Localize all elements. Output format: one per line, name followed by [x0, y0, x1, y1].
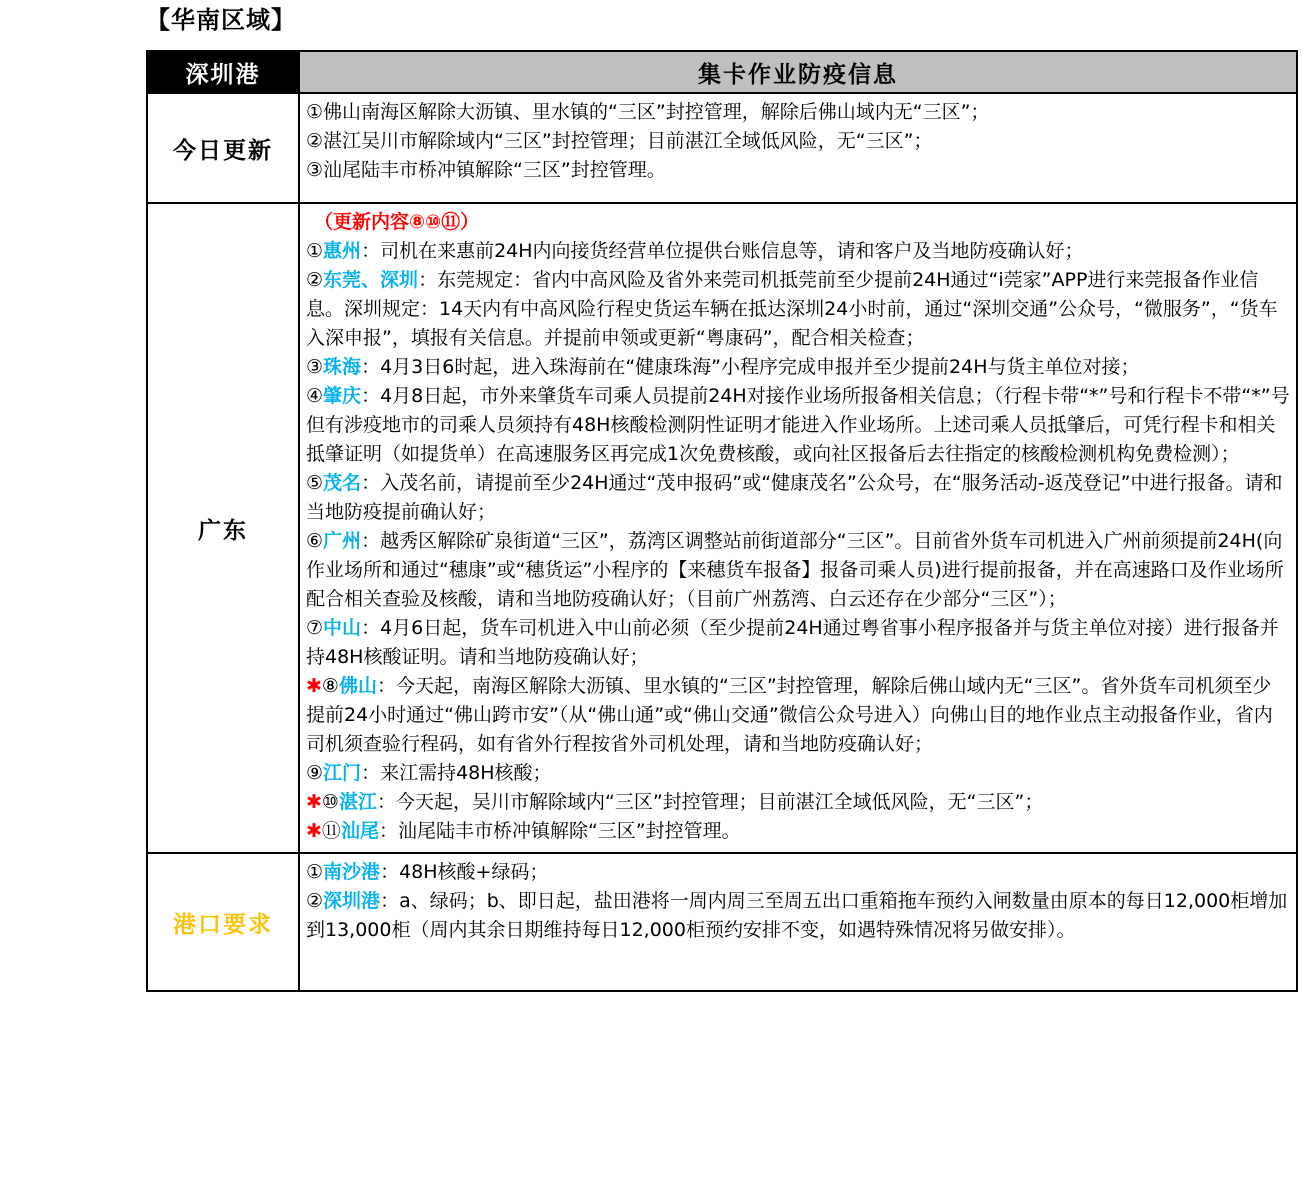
city-name: 茂名: [323, 472, 362, 494]
port-item: [306, 887, 1290, 945]
header-port: 深圳港: [147, 51, 299, 93]
guangdong-row: [147, 203, 1297, 853]
item-text: ：48H核酸+绿码；: [380, 861, 549, 883]
guangdong-content: [299, 203, 1297, 853]
today-update-label: 今日更新: [147, 93, 299, 203]
guangdong-item: [306, 817, 1290, 846]
item-text: ：汕尾陆丰市桥冲镇解除“三区”封控管理。: [378, 820, 741, 842]
item-number: ⑨: [306, 762, 324, 784]
table-header-row: [147, 51, 1297, 93]
item-text: ：今天起，南海区解除大沥镇、里水镇的“三区”封控管理，解除后佛山域内无“三区”。省外货车司机须至少提前24小时通过“佛山跨市安”（从“佛山通”或“佛山交通”微信公众号进入）向佛山目的地作业点主动报备作业，省内司机须查验行程码，如有省外行程按省外司机处理，请和当地防疫确认好；: [306, 675, 1273, 755]
port-name: 南沙港: [323, 861, 381, 883]
guangdong-item: [306, 672, 1290, 759]
item-text: ：越秀区解除矿泉街道“三区”，荔湾区调整站前街道部分“三区”。目前省外货车司机进入广州前须提前24H(向作业场所和通过“穗康”或“穗货运”小程序的【来穗货车报备】报备司乘人员)进行提前报备，并在高速路口及作业场所配合相关查验及核酸，请和当地防疫确认好；（目前广州荔湾、白云还存在少部分“三区”）；: [306, 530, 1284, 610]
region-title: 【华南区域】: [146, 6, 296, 34]
guangdong-item: [306, 266, 1290, 353]
city-name: 湛江: [338, 791, 377, 813]
city-name: 汕尾: [340, 820, 379, 842]
guangdong-label: 广东: [147, 203, 299, 853]
guangdong-items: [306, 237, 1290, 846]
item-number: ②: [306, 269, 324, 291]
guangdong-item: [306, 469, 1290, 527]
star-icon: ✱: [306, 675, 322, 697]
item-text: ：司机在来惠前24H内向接货经营单位提供台账信息等，请和客户及当地防疫确认好；: [361, 240, 1084, 262]
item-number: ④: [306, 385, 324, 407]
today-line: ③汕尾陆丰市桥冲镇解除“三区”封控管理。: [306, 159, 666, 181]
city-name: 中山: [323, 617, 362, 639]
item-number: ②: [306, 890, 324, 912]
item-number: ①: [306, 861, 324, 883]
item-text: ：来江需持48H核酸；: [361, 762, 552, 784]
city-name: 肇庆: [323, 385, 362, 407]
item-text: ：4月3日6时起，进入珠海前在“健康珠海”小程序完成申报并至少提前24H与货主单位对接；: [361, 356, 1140, 378]
item-text: ：a、绿码；b、即日起，盐田港将一周内周三至周五出口重箱拖车预约入闸数量由原本的每日12,000柜增加到13,000柜（周内其余日期维持每日12,000柜预约安排不变，如遇特殊情况将另做安排）。: [306, 890, 1288, 941]
item-text: ：东莞规定：省内中高风险及省外来莞司机抵莞前至少提前24H通过“i莞家”APP进行来莞报备作业信息。深圳规定：14天内有中高风险行程史货运车辆在抵达深圳24小时前，通过“深圳交通”公众号，“微服务”，“货车入深申报”，填报有关信息。并提前申领或更新“粤康码”，配合相关检查；: [306, 269, 1278, 349]
item-number: ⑧: [321, 675, 339, 697]
item-text: ：4月6日起，货车司机进入中山前必须（至少提前24H通过粤省事小程序报备并与货主单位对接）进行报备并持48H核酸证明。请和当地防疫确认好；: [306, 617, 1279, 668]
star-icon: ✱: [306, 820, 322, 842]
port-items: [306, 858, 1290, 945]
item-text: ：4月8日起，市外来肇货车司乘人员提前24H对接作业场所报备相关信息；（行程卡带“*”号和行程卡不带“*”号但有涉疫地市的司乘人员须持有48H核酸检测阴性证明才能进入作业场所。上述司乘人员抵肇后，可凭行程卡和相关抵肇证明（如提货单）在高速服务区再完成1次免费核酸，或向社区报备后去往指定的核酸检测机构免费检测）；: [306, 385, 1290, 465]
guangdong-item: [306, 527, 1290, 614]
header-info: 集卡作业防疫信息: [299, 51, 1297, 93]
port-item: [306, 858, 1290, 887]
port-requirement-content: [299, 853, 1297, 991]
star-icon: ✱: [306, 791, 322, 813]
today-update-row: [147, 93, 1297, 203]
item-number: ⑦: [306, 617, 324, 639]
guangdong-item: [306, 353, 1290, 382]
guangdong-item: [306, 382, 1290, 469]
item-text: ：今天起，吴川市解除域内“三区”封控管理；目前湛江全域低风险，无“三区”；: [376, 791, 1044, 813]
guangdong-item: [306, 759, 1290, 788]
port-requirement-row: [147, 853, 1297, 991]
today-update-content: [299, 93, 1297, 203]
item-number: ⑩: [321, 791, 339, 813]
city-name: 惠州: [323, 240, 362, 262]
today-line: ①佛山南海区解除大沥镇、里水镇的“三区”封控管理，解除后佛山域内无“三区”；: [306, 101, 990, 123]
city-name: 江门: [323, 762, 362, 784]
city-name: 佛山: [338, 675, 377, 697]
item-text: ：入茂名前，请提前至少24H通过“茂申报码”或“健康茂名”公众号，在“服务活动-返茂登记”中进行报备。请和当地防疫提前确认好；: [306, 472, 1283, 523]
update-note: （更新内容⑧⑩⑪）: [314, 211, 480, 233]
city-name: 广州: [323, 530, 362, 552]
port-requirement-label: 港口要求: [147, 853, 299, 991]
port-name: 深圳港: [323, 890, 381, 912]
item-number: ①: [306, 240, 324, 262]
item-number: ⑥: [306, 530, 324, 552]
today-line: ②湛江吴川市解除域内“三区”封控管理；目前湛江全域低风险，无“三区”；: [306, 130, 933, 152]
item-number: ⑪: [321, 820, 341, 842]
epidemic-info-table: [146, 50, 1298, 992]
item-number: ③: [306, 356, 324, 378]
guangdong-item: [306, 237, 1290, 266]
item-number: ⑤: [306, 472, 324, 494]
city-name: 珠海: [323, 356, 362, 378]
guangdong-item: [306, 614, 1290, 672]
guangdong-item: [306, 788, 1290, 817]
city-name: 东莞、深圳: [323, 269, 419, 291]
